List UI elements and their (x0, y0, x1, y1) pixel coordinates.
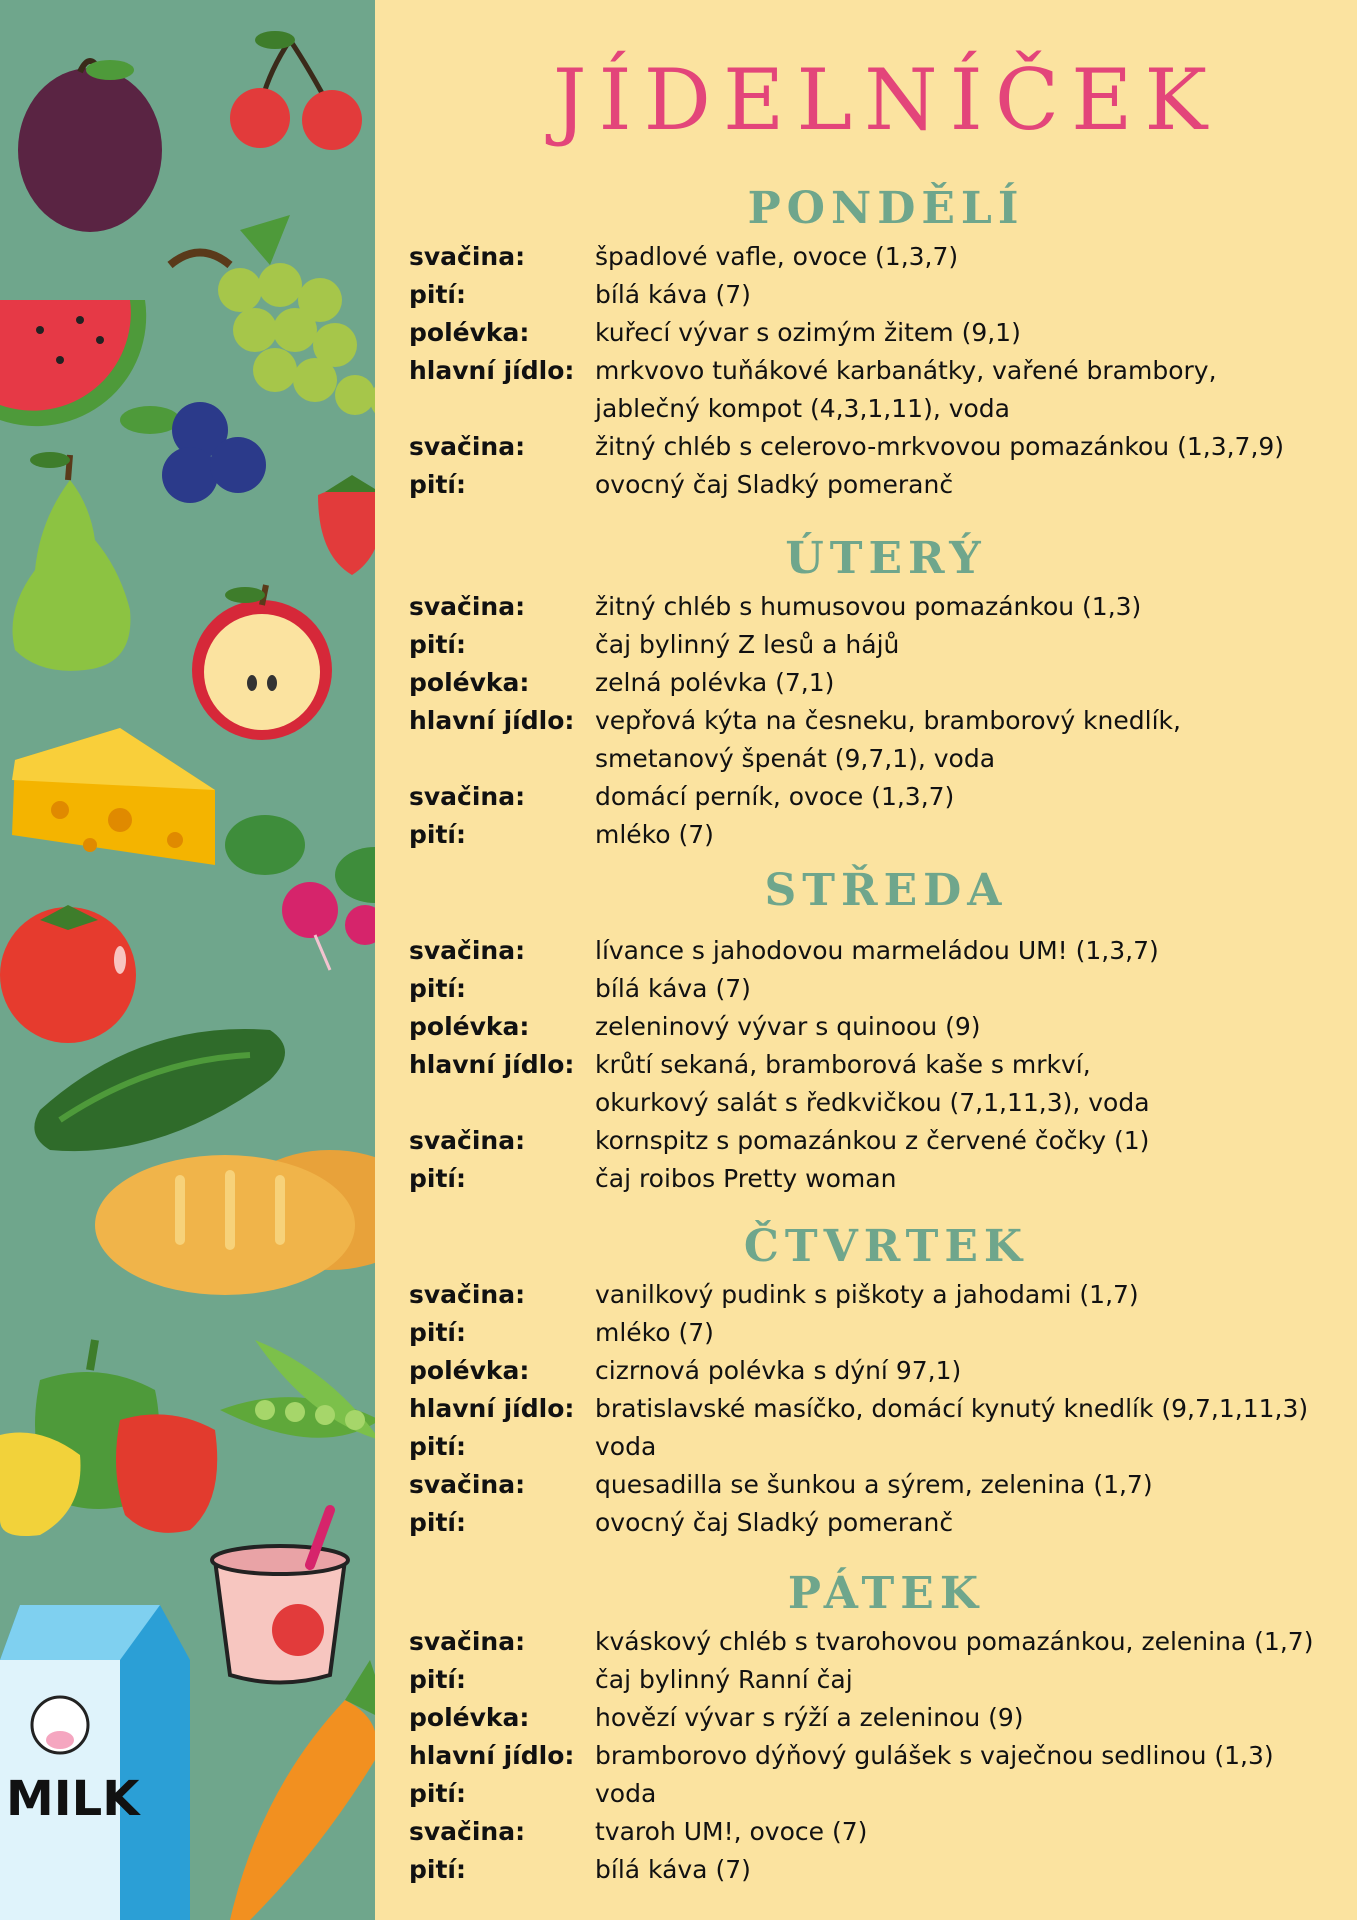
meal-value: kornspitz s pomazánkou z červené čočky (1) (595, 1126, 1150, 1155)
meal-label: svačina: (409, 936, 526, 965)
menu-row (409, 1314, 1357, 1352)
meal-value: voda (595, 1432, 657, 1461)
meal-label: pití: (409, 1779, 466, 1808)
meal-value: mléko (7) (595, 820, 714, 849)
meal-label: pití: (409, 1318, 466, 1347)
plum-icon (18, 60, 162, 232)
cucumber-icon (34, 1029, 285, 1151)
meal-value: ovocný čaj Sladký pomeranč (595, 470, 954, 499)
meal-value: zelná polévka (7,1) (595, 668, 835, 697)
menu-row (409, 428, 1357, 466)
meal-value: kuřecí vývar s ozimým žitem (9,1) (595, 318, 1021, 347)
menu-row (409, 1122, 1357, 1160)
meal-value: mrkvovo tuňákové karbanátky, vařené brambory, jablečný kompot (4,3,1,11), voda (595, 356, 1217, 423)
meal-label: svačina: (409, 1470, 526, 1499)
meal-label: pití: (409, 280, 466, 309)
meal-label: hlavní jídlo: (409, 356, 575, 385)
day-title: PONDĚLÍ (747, 183, 1025, 234)
meal-label: hlavní jídlo: (409, 1394, 575, 1423)
meal-value: zeleninový vývar s quinoou (9) (595, 1012, 981, 1041)
meal-value: vepřová kýta na česneku, bramborový knedlík, smetanový špenát (9,7,1), voda (595, 706, 1181, 773)
meal-value: bratislavské masíčko, domácí kynutý knedlík (9,7,1,11,3) (595, 1394, 1309, 1423)
apple-icon (192, 585, 332, 740)
carrot-icon (230, 1660, 375, 1920)
cherries-icon (230, 31, 362, 150)
meal-value: bílá káva (7) (595, 974, 751, 1003)
meal-value: čaj roibos Pretty woman (595, 1164, 897, 1193)
meal-label: svačina: (409, 1817, 526, 1846)
food-illustration-sidebar (0, 0, 375, 1920)
menu-row (409, 1699, 1357, 1737)
menu-row (409, 1352, 1357, 1390)
watermelon-icon (0, 300, 146, 426)
meal-value: hovězí vývar s rýží a zeleninou (9) (595, 1703, 1024, 1732)
meal-value: vanilkový pudink s piškoty a jahodami (1,7) (595, 1280, 1139, 1309)
day-friday (375, 1565, 1357, 1889)
grapes-icon (170, 215, 375, 420)
meal-label: polévka: (409, 668, 530, 697)
menu-row (409, 276, 1357, 314)
menu-row (409, 238, 1357, 276)
meal-label: hlavní jídlo: (409, 1741, 575, 1770)
meal-value: tvaroh UM!, ovoce (7) (595, 1817, 868, 1846)
day-wednesday (375, 862, 1357, 1198)
meal-value: žitný chléb s humusovou pomazánkou (1,3) (595, 592, 1142, 621)
menu-row (409, 1661, 1357, 1699)
cheese-icon (12, 728, 215, 865)
meal-value: mléko (7) (595, 1318, 714, 1347)
meal-label: hlavní jídlo: (409, 1050, 575, 1079)
yogurt-icon (212, 1510, 348, 1683)
meal-label: svačina: (409, 1280, 526, 1309)
day-title: STŘEDA (764, 865, 1008, 916)
meal-value: špadlové vafle, ovoce (1,3,7) (595, 242, 959, 271)
meal-value: cizrnová polévka s dýní 97,1) (595, 1356, 962, 1385)
milk-carton-icon (0, 1605, 190, 1920)
meal-label: pití: (409, 1164, 466, 1193)
meal-label: pití: (409, 820, 466, 849)
meal-label: pití: (409, 630, 466, 659)
menu-row (409, 816, 1357, 854)
meal-label: pití: (409, 974, 466, 1003)
menu-row (409, 1160, 1357, 1198)
day-title: PÁTEK (787, 1568, 985, 1619)
pea-pod-icon (220, 1340, 375, 1440)
menu-row (409, 1390, 1357, 1428)
day-tuesday (375, 530, 1357, 854)
meal-value: voda (595, 1779, 657, 1808)
menu-content (375, 0, 1357, 1920)
meal-label: svačina: (409, 242, 526, 271)
meal-value: čaj bylinný Z lesů a hájů (595, 630, 900, 659)
meal-label: pití: (409, 1855, 466, 1884)
menu-row (409, 970, 1357, 1008)
menu-row (409, 1504, 1357, 1542)
menu-row (409, 466, 1357, 504)
blueberries-icon (120, 402, 266, 503)
meal-value: domácí perník, ovoce (1,3,7) (595, 782, 955, 811)
menu-row (409, 1046, 1357, 1122)
meal-value: kváskový chléb s tvarohovou pomazánkou, zelenina (1,7) (595, 1627, 1314, 1656)
meal-value: bílá káva (7) (595, 1855, 751, 1884)
meal-label: svačina: (409, 1627, 526, 1656)
menu-row (409, 626, 1357, 664)
radish-icon (225, 815, 375, 970)
meal-label: pití: (409, 1432, 466, 1461)
menu-row (409, 1813, 1357, 1851)
meal-value: lívance s jahodovou marmeládou UM! (1,3,7) (595, 936, 1159, 965)
meal-label: polévka: (409, 1356, 530, 1385)
meal-label: polévka: (409, 318, 530, 347)
day-title: ÚTERÝ (785, 533, 987, 584)
meal-value: čaj bylinný Ranní čaj (595, 1665, 853, 1694)
strawberry-icon (318, 475, 375, 575)
peppers-icon (0, 1340, 217, 1536)
meal-value: quesadilla se šunkou a sýrem, zelenina (1,7) (595, 1470, 1153, 1499)
page-title: JÍDELNÍČEK (552, 51, 1220, 149)
meal-value: bramborovo dýňový gulášek s vaječnou sedlinou (1,3) (595, 1741, 1274, 1770)
meal-label: pití: (409, 470, 466, 499)
meal-label: pití: (409, 1665, 466, 1694)
meal-label: svačina: (409, 432, 526, 461)
meal-value: ovocný čaj Sladký pomeranč (595, 1508, 954, 1537)
menu-row (409, 702, 1357, 778)
pear-icon (13, 452, 131, 671)
meal-label: pití: (409, 1508, 466, 1537)
menu-row (409, 314, 1357, 352)
meal-label: polévka: (409, 1012, 530, 1041)
menu-row (409, 1737, 1357, 1775)
day-thursday (375, 1218, 1357, 1542)
tomato-icon (0, 905, 136, 1043)
menu-row (409, 352, 1357, 428)
menu-row (409, 1008, 1357, 1046)
meal-value: krůtí sekaná, bramborová kaše s mrkví, okurkový salát s ředkvičkou (7,1,11,3), voda (595, 1050, 1150, 1117)
menu-row (409, 1276, 1357, 1314)
menu-row (409, 1851, 1357, 1889)
menu-row (409, 778, 1357, 816)
menu-row (409, 1428, 1357, 1466)
menu-row (409, 932, 1357, 970)
meal-label: hlavní jídlo: (409, 706, 575, 735)
menu-row (409, 588, 1357, 626)
day-monday (375, 180, 1357, 504)
milk-label: MILK (6, 1771, 140, 1827)
meal-value: žitný chléb s celerovo-mrkvovou pomazánkou (1,3,7,9) (595, 432, 1285, 461)
menu-row (409, 1623, 1357, 1661)
menu-row (409, 1775, 1357, 1813)
day-title: ČTVRTEK (743, 1221, 1029, 1272)
menu-row (409, 664, 1357, 702)
meal-label: svačina: (409, 782, 526, 811)
meal-label: svačina: (409, 1126, 526, 1155)
meal-label: svačina: (409, 592, 526, 621)
meal-label: polévka: (409, 1703, 530, 1732)
bread-icon (95, 1150, 375, 1295)
meal-value: bílá káva (7) (595, 280, 751, 309)
menu-row (409, 1466, 1357, 1504)
